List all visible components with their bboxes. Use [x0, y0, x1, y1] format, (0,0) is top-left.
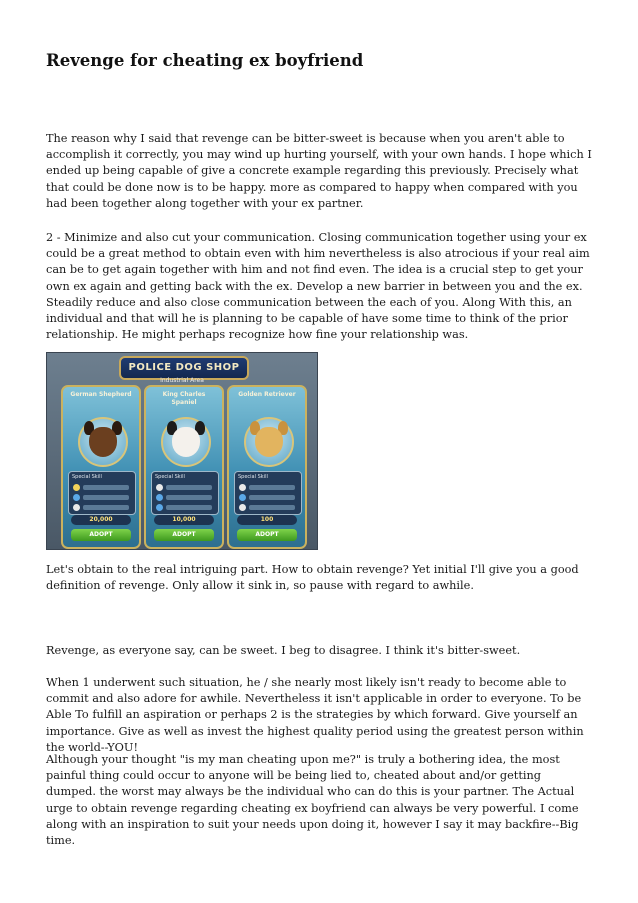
dog-name: Golden Retriever [238, 391, 296, 398]
adopt-button[interactable]: ADOPT [71, 529, 131, 541]
skill-label: Special Skill [72, 474, 102, 480]
shop-title: POLICE DOG SHOP [119, 356, 249, 380]
skill-label: Special Skill [155, 474, 185, 480]
skill-row [156, 504, 214, 511]
skill-row [73, 484, 131, 491]
skill-bar [166, 485, 212, 490]
game-screenshot [46, 352, 318, 550]
skill-row [239, 484, 297, 491]
adopt-button[interactable]: ADOPT [237, 529, 297, 541]
dog-head-icon [255, 427, 283, 457]
skill-panel [68, 471, 136, 515]
skill-bar [249, 495, 295, 500]
skill-bar [83, 495, 129, 500]
skill-bar [166, 495, 212, 500]
skill-bar [249, 505, 295, 510]
price-label: 100 [237, 515, 297, 525]
skill-icon [156, 494, 163, 501]
skill-row [156, 484, 214, 491]
skill-row [239, 494, 297, 501]
paragraph: The reason why I said that revenge can be bitter-sweet is because when you aren't able to accomplish it correctly, you may wind up hurting yourself, with your own hands. I hope which I ended up being capable of give a concrete example regarding this previously. Precisely what that could be done now is to be happy. more as compared to happy when compared with you had been together along together with your ex partner. [46, 132, 592, 210]
dog-name: German Shepherd [70, 391, 132, 398]
page-title: Revenge for cheating ex boyfriend [46, 51, 364, 70]
skill-icon [239, 484, 246, 491]
skill-row [156, 494, 214, 501]
skill-icon [73, 494, 80, 501]
skill-bar [166, 505, 212, 510]
paragraph: Let's obtain to the real intriguing part. How to obtain revenge? Yet initial I'll give you a good definition of revenge. Only allow it sink in, so pause with regard to awhile. [46, 563, 579, 593]
skill-panel [151, 471, 219, 515]
skill-bar [83, 505, 129, 510]
dog-card [61, 385, 141, 549]
paragraph: Revenge, as everyone say, can be sweet. I beg to disagree. I think it's bitter-sweet. [46, 644, 521, 657]
skill-row [73, 494, 131, 501]
paragraph: When 1 underwent such situation, he / she nearly most likely isn't ready to become able to commit and also adore for awhile. Nevertheless it isn't applicable in order to everyone. To be Able To fulfill an aspiration or perhaps 2 is the strategies by which forward. Give yourself an importance. Give as well as invest the highest quality period using the greatest person within the world--YOU! [46, 676, 584, 754]
skill-bar [83, 485, 129, 490]
adopt-button[interactable]: ADOPT [154, 529, 214, 541]
skill-icon [73, 484, 80, 491]
skill-icon [156, 484, 163, 491]
skill-icon [239, 494, 246, 501]
skill-icon [156, 504, 163, 511]
dog-portrait [244, 417, 294, 467]
skill-icon [73, 504, 80, 511]
skill-row [239, 504, 297, 511]
skill-panel [234, 471, 302, 515]
skill-row [73, 504, 131, 511]
skill-icon [239, 504, 246, 511]
dog-portrait [161, 417, 211, 467]
skill-bar [249, 485, 295, 490]
dog-name: King Charles Spaniel [162, 391, 206, 406]
dog-card [144, 385, 224, 549]
price-label: 10,000 [154, 515, 214, 525]
dog-portrait [78, 417, 128, 467]
paragraph: Although your thought "is my man cheating upon me?" is truly a bothering idea, the most painful thing could occur to anyone will be being lied to, cheated about and/or getting dumped. the worst may always be the individual who can do this is your partner. The Actual urge to obtain revenge regarding cheating ex boyfriend can always be very powerful. I come along with an inspiration to suit your needs upon doing it, however I say it may backfire--Big time. [46, 753, 579, 848]
dog-head-icon [89, 427, 117, 457]
dog-card [227, 385, 307, 549]
price-label: 20,000 [71, 515, 131, 525]
skill-label: Special Skill [238, 474, 268, 480]
paragraph: 2 - Minimize and also cut your communication. Closing communication together using your ex could be a great method to obtain even with him nevertheless is also atrocious if your real aim can be to get again together with him and not find even. The idea is a crucial step to get your own ex again and getting back with the ex. Develop a new barrier in between you and the ex. Steadily reduce and also close communication between the each of you. Along With this, an individual and that will he is planning to be capable of have some time to think of the prior relationship. He might perhaps recognize how fine your relationship was. [46, 231, 590, 342]
dog-head-icon [172, 427, 200, 457]
shop-subtitle: Industrial Area [160, 377, 204, 384]
